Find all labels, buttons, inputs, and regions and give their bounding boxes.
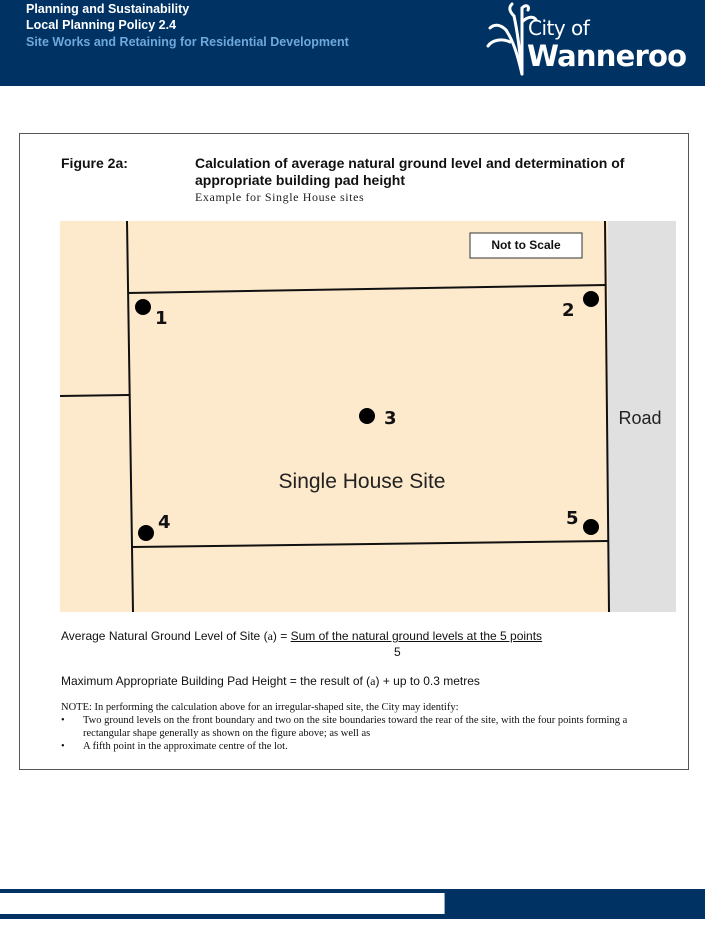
logo-text-city-of: City of (528, 16, 590, 40)
formula-text: Average Natural Ground Level of Site ( (61, 629, 268, 643)
max-pad-height-formula (61, 674, 480, 689)
point-5-marker (583, 519, 599, 535)
figure-subtitle: Example for Single House sites (195, 190, 365, 204)
note-bullets (61, 714, 676, 753)
figure-label: Figure 2a: (61, 155, 128, 171)
logo-text-wanneroo: Wanneroo (527, 39, 687, 73)
note-bullet: • A fifth point in the approximate centre of the lot. (61, 740, 676, 753)
formula-numerator: Sum of the natural ground levels at the 5 points (290, 629, 543, 643)
header-policy-number: Local Planning Policy 2.4 (26, 18, 177, 32)
figure-title: Calculation of average natural ground level and determination of appropriate building pad height (195, 155, 625, 188)
svg-text:Not to Scale: Not to Scale (491, 238, 561, 252)
formula-variable: a (267, 629, 273, 643)
svg-text:3: 3 (384, 408, 397, 429)
road-label: Road (618, 408, 662, 428)
page-header (0, 0, 705, 86)
not-to-scale-box (470, 233, 582, 258)
footer-white-bar (0, 893, 445, 914)
note-bullet: • Two ground levels on the front boundary and two on the site boundaries toward the rear of the site, with the four points forming a rectangular shape generally as shown on the figure above; as well as (61, 714, 676, 740)
note-section (61, 701, 676, 753)
point-1-marker (135, 299, 151, 315)
svg-text:1: 1 (155, 308, 168, 329)
formula-variable: a (370, 674, 376, 688)
point-4-marker (138, 525, 154, 541)
formula-denominator: 5 (394, 645, 401, 659)
point-2-marker (583, 291, 599, 307)
formula-text: Maximum Appropriate Building Pad Height = the result of ( (61, 674, 371, 688)
neighbour-divider-line (60, 395, 129, 396)
svg-text:4: 4 (158, 512, 171, 533)
point-3-marker (359, 408, 375, 424)
site-label: Single House Site (278, 470, 446, 493)
header-policy-title: Site Works and Retaining for Residential Development (26, 35, 349, 49)
site-diagram (60, 221, 676, 612)
average-level-formula (61, 629, 542, 644)
site-diagram-graphic (60, 221, 676, 612)
city-logo (484, 0, 705, 86)
formula-text: ) = (272, 629, 291, 643)
svg-text:2: 2 (562, 300, 575, 321)
formula-text: ) + up to 0.3 metres (375, 674, 480, 688)
note-intro: NOTE: In performing the calculation above for an irregular-shaped site, the City may identify: (61, 702, 459, 713)
svg-text:5: 5 (566, 508, 579, 529)
header-department: Planning and Sustainability (26, 2, 190, 16)
